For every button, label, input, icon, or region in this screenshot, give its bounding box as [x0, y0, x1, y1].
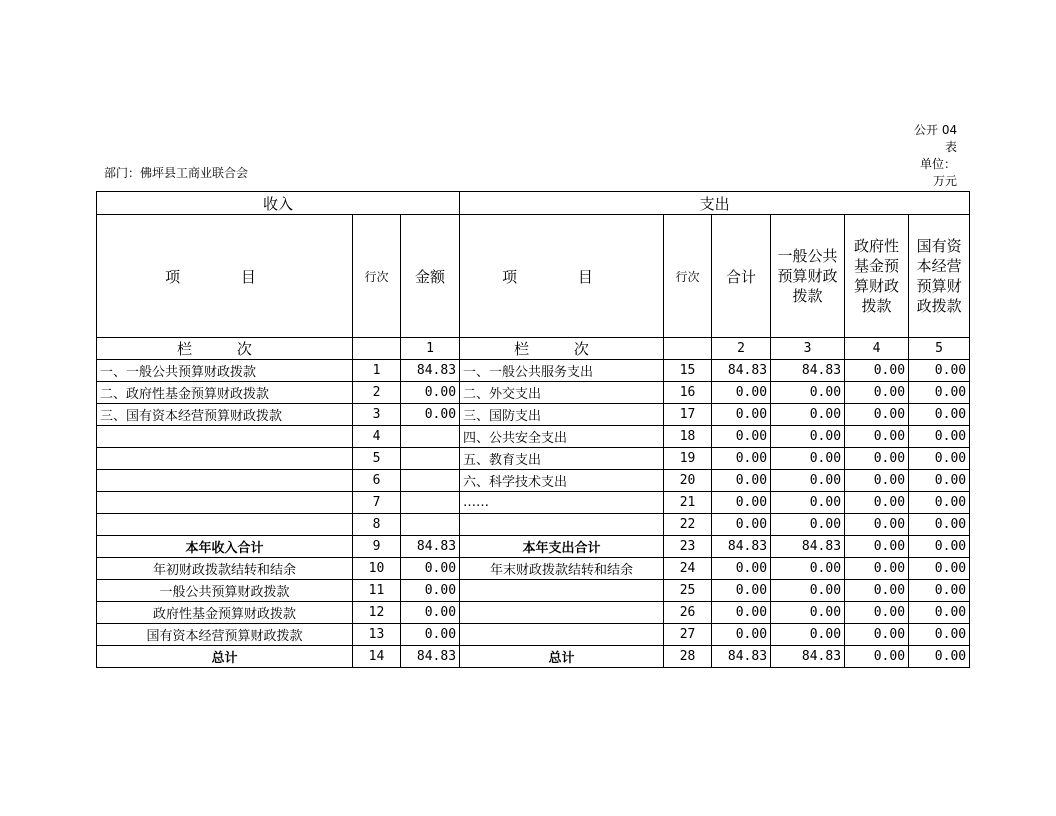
income-amount-index: 1 — [401, 338, 460, 360]
gov-fund-cell: 0.00 — [845, 558, 909, 580]
total-header: 合计 — [712, 215, 771, 338]
total-cell: 84.83 — [712, 536, 771, 558]
expense-item-cell: 本年支出合计 — [460, 536, 664, 558]
expense-row-no-cell: 24 — [664, 558, 712, 580]
fund-index: 4 — [845, 338, 909, 360]
expense-index-label-text: 栏 次 — [514, 340, 609, 358]
table-row — [97, 514, 970, 536]
income-item-cell: 二、政府性基金预算财政拨款 — [97, 382, 353, 404]
total-cell: 0.00 — [712, 602, 771, 624]
income-item-cell — [97, 426, 353, 448]
income-index-label — [97, 338, 353, 360]
total-cell: 84.83 — [712, 646, 771, 668]
unit-value: 万元 — [933, 174, 958, 188]
gov-fund-cell: 0.00 — [845, 492, 909, 514]
table-row — [97, 426, 970, 448]
table-row — [97, 492, 970, 514]
income-row-no-cell: 3 — [353, 404, 401, 426]
income-item-cell: 本年收入合计 — [97, 536, 353, 558]
general-budget-cell: 0.00 — [771, 580, 845, 602]
income-item-header-text: 项 目 — [165, 267, 284, 286]
general-budget-cell: 0.00 — [771, 558, 845, 580]
gov-fund-cell: 0.00 — [845, 382, 909, 404]
income-row-no-index — [353, 338, 401, 360]
form-number-suffix: 表 — [945, 140, 958, 154]
gov-fund-cell: 0.00 — [845, 470, 909, 492]
gov-fund-cell: 0.00 — [845, 514, 909, 536]
general-budget-cell: 84.83 — [771, 360, 845, 382]
general-budget-cell: 0.00 — [771, 404, 845, 426]
state-capital-cell: 0.00 — [909, 646, 970, 668]
general-budget-cell: 0.00 — [771, 624, 845, 646]
expense-item-cell: 五、教育支出 — [460, 448, 664, 470]
state-capital-header: 国有资本经营预算财政拨款 — [909, 215, 970, 338]
income-row-no-cell: 8 — [353, 514, 401, 536]
income-row-no-cell: 4 — [353, 426, 401, 448]
expense-item-cell: 总计 — [460, 646, 664, 668]
expense-item-cell: 四、公共安全支出 — [460, 426, 664, 448]
expense-item-header-text: 项 目 — [502, 267, 621, 286]
total-cell: 0.00 — [712, 404, 771, 426]
income-item-cell — [97, 448, 353, 470]
income-amount-cell: 0.00 — [401, 404, 460, 426]
expense-row-no-cell: 18 — [664, 426, 712, 448]
income-row-no-header: 行次 — [353, 215, 401, 338]
state-capital-cell: 0.00 — [909, 536, 970, 558]
expense-item-cell — [460, 624, 664, 646]
income-amount-cell — [401, 470, 460, 492]
total-cell: 0.00 — [712, 624, 771, 646]
expense-item-cell — [460, 580, 664, 602]
expense-item-cell: …… — [460, 492, 664, 514]
column-header-row — [97, 215, 970, 338]
income-item-cell: 年初财政拨款结转和结余 — [97, 558, 353, 580]
state-capital-cell: 0.00 — [909, 360, 970, 382]
expense-row-no-cell: 23 — [664, 536, 712, 558]
expense-row-no-cell: 27 — [664, 624, 712, 646]
state-capital-cell: 0.00 — [909, 404, 970, 426]
income-item-cell: 政府性基金预算财政拨款 — [97, 602, 353, 624]
expense-row-no-cell: 19 — [664, 448, 712, 470]
gov-fund-cell: 0.00 — [845, 426, 909, 448]
income-amount-cell: 0.00 — [401, 580, 460, 602]
expense-item-header — [460, 215, 664, 338]
income-row-no-cell: 1 — [353, 360, 401, 382]
gov-fund-cell: 0.00 — [845, 360, 909, 382]
income-row-no-cell: 2 — [353, 382, 401, 404]
table-row — [97, 470, 970, 492]
income-amount-cell — [401, 492, 460, 514]
income-row-no-cell: 11 — [353, 580, 401, 602]
general-budget-cell: 0.00 — [771, 470, 845, 492]
expense-item-cell — [460, 602, 664, 624]
income-row-no-cell: 5 — [353, 448, 401, 470]
expense-row-no-cell: 17 — [664, 404, 712, 426]
income-item-cell: 国有资本经营预算财政拨款 — [97, 624, 353, 646]
income-item-cell: 一、一般公共预算财政拨款 — [97, 360, 353, 382]
income-item-cell — [97, 514, 353, 536]
state-capital-cell: 0.00 — [909, 426, 970, 448]
table-row — [97, 580, 970, 602]
total-cell: 0.00 — [712, 514, 771, 536]
state-capital-index: 5 — [909, 338, 970, 360]
state-capital-cell: 0.00 — [909, 624, 970, 646]
state-capital-cell: 0.00 — [909, 470, 970, 492]
income-amount-cell: 84.83 — [401, 646, 460, 668]
expense-row-no-header: 行次 — [664, 215, 712, 338]
table-row — [97, 360, 970, 382]
general-budget-cell: 84.83 — [771, 536, 845, 558]
table-body — [97, 360, 970, 668]
income-item-cell — [97, 470, 353, 492]
expense-item-cell: 六、科学技术支出 — [460, 470, 664, 492]
income-row-no-cell: 10 — [353, 558, 401, 580]
income-amount-cell: 0.00 — [401, 558, 460, 580]
income-amount-cell: 0.00 — [401, 624, 460, 646]
expense-index-label — [460, 338, 664, 360]
income-index-label-text: 栏 次 — [177, 340, 272, 358]
table-row — [97, 404, 970, 426]
unit-label: 单位： — [920, 157, 957, 171]
general-budget-header: 一般公共预算财政拨款 — [771, 215, 845, 338]
total-cell: 0.00 — [712, 382, 771, 404]
expense-row-no-cell: 21 — [664, 492, 712, 514]
total-cell: 84.83 — [712, 360, 771, 382]
expense-row-no-cell: 20 — [664, 470, 712, 492]
total-cell: 0.00 — [712, 448, 771, 470]
budget-table — [96, 191, 970, 668]
state-capital-cell: 0.00 — [909, 558, 970, 580]
expense-row-no-cell: 22 — [664, 514, 712, 536]
state-capital-cell: 0.00 — [909, 492, 970, 514]
state-capital-cell: 0.00 — [909, 382, 970, 404]
expense-row-no-cell: 15 — [664, 360, 712, 382]
table-row — [97, 602, 970, 624]
income-row-no-cell: 14 — [353, 646, 401, 668]
expense-row-no-cell: 25 — [664, 580, 712, 602]
total-cell: 0.00 — [712, 470, 771, 492]
income-amount-cell: 84.83 — [401, 360, 460, 382]
general-index: 3 — [771, 338, 845, 360]
state-capital-cell: 0.00 — [909, 448, 970, 470]
table-row — [97, 536, 970, 558]
table-row — [97, 448, 970, 470]
general-budget-cell: 0.00 — [771, 492, 845, 514]
expense-item-cell — [460, 514, 664, 536]
expense-item-cell: 年末财政拨款结转和结余 — [460, 558, 664, 580]
general-budget-cell: 0.00 — [771, 382, 845, 404]
income-item-cell: 总计 — [97, 646, 353, 668]
gov-fund-cell: 0.00 — [845, 448, 909, 470]
general-budget-cell: 0.00 — [771, 448, 845, 470]
gov-fund-cell: 0.00 — [845, 536, 909, 558]
income-item-cell: 一般公共预算财政拨款 — [97, 580, 353, 602]
income-amount-cell: 0.00 — [401, 382, 460, 404]
gov-fund-cell: 0.00 — [845, 624, 909, 646]
total-cell: 0.00 — [712, 492, 771, 514]
expense-item-cell: 三、国防支出 — [460, 404, 664, 426]
gov-fund-cell: 0.00 — [845, 580, 909, 602]
column-index-row — [97, 338, 970, 360]
total-cell: 0.00 — [712, 558, 771, 580]
income-row-no-cell: 13 — [353, 624, 401, 646]
gov-fund-cell: 0.00 — [845, 646, 909, 668]
general-budget-cell: 0.00 — [771, 602, 845, 624]
expense-item-cell: 二、外交支出 — [460, 382, 664, 404]
gov-fund-cell: 0.00 — [845, 602, 909, 624]
general-budget-cell: 84.83 — [771, 646, 845, 668]
table-row — [97, 624, 970, 646]
income-amount-cell: 84.83 — [401, 536, 460, 558]
income-amount-header: 金额 — [401, 215, 460, 338]
income-amount-cell — [401, 514, 460, 536]
form-number: 公开 04 — [914, 123, 958, 137]
total-cell: 0.00 — [712, 426, 771, 448]
general-budget-cell: 0.00 — [771, 426, 845, 448]
expense-row-no-cell: 16 — [664, 382, 712, 404]
section-header-row — [97, 192, 970, 215]
state-capital-cell: 0.00 — [909, 514, 970, 536]
department-label: 部门：佛坪县工商业联合会 — [104, 166, 249, 180]
total-index: 2 — [712, 338, 771, 360]
income-amount-cell — [401, 426, 460, 448]
income-row-no-cell: 6 — [353, 470, 401, 492]
state-capital-cell: 0.00 — [909, 602, 970, 624]
income-section-header: 收入 — [97, 192, 460, 215]
table-row — [97, 646, 970, 668]
income-item-cell — [97, 492, 353, 514]
total-cell: 0.00 — [712, 580, 771, 602]
expense-section-header: 支出 — [460, 192, 970, 215]
expense-row-no-cell: 26 — [664, 602, 712, 624]
gov-fund-cell: 0.00 — [845, 404, 909, 426]
income-item-header — [97, 215, 353, 338]
gov-fund-header: 政府性基金预算财政拨款 — [845, 215, 909, 338]
income-amount-cell — [401, 448, 460, 470]
income-amount-cell: 0.00 — [401, 602, 460, 624]
expense-row-no-cell: 28 — [664, 646, 712, 668]
general-budget-cell: 0.00 — [771, 514, 845, 536]
income-row-no-cell: 7 — [353, 492, 401, 514]
table-row — [97, 382, 970, 404]
expense-row-no-index — [664, 338, 712, 360]
income-row-no-cell: 12 — [353, 602, 401, 624]
table-row — [97, 558, 970, 580]
income-row-no-cell: 9 — [353, 536, 401, 558]
income-item-cell: 三、国有资本经营预算财政拨款 — [97, 404, 353, 426]
state-capital-cell: 0.00 — [909, 580, 970, 602]
expense-item-cell: 一、一般公共服务支出 — [460, 360, 664, 382]
